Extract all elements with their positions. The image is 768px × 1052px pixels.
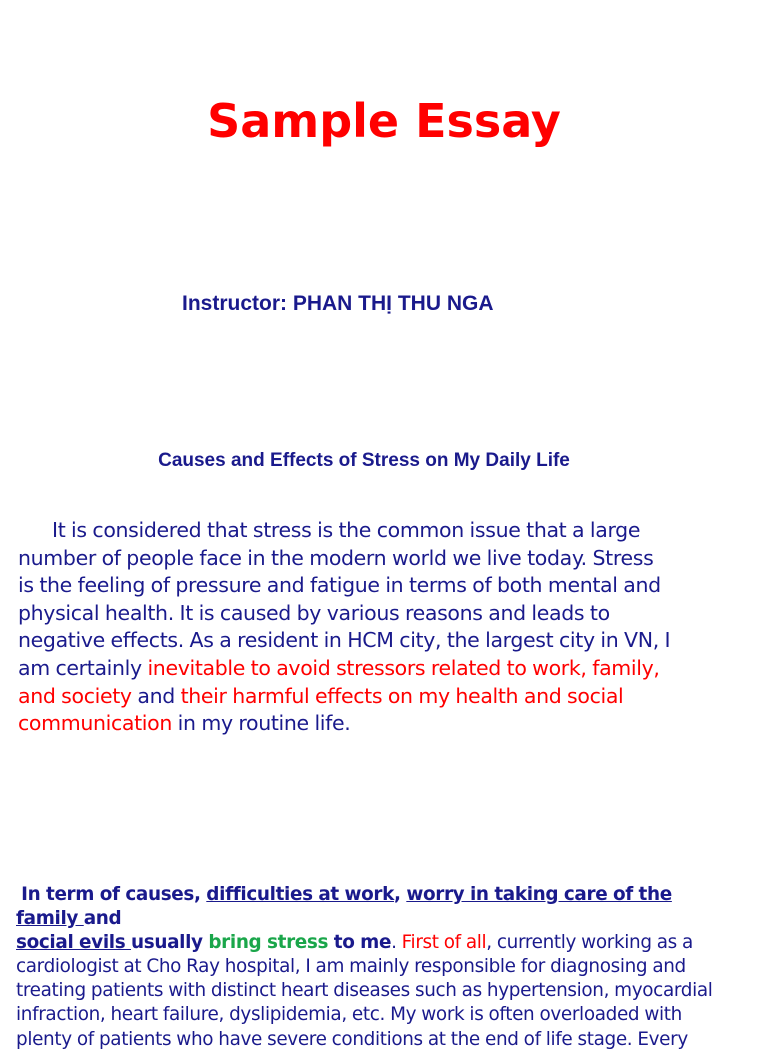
first-of-all-text: First of all <box>401 932 487 954</box>
cause-work: difficulties at work <box>206 884 395 905</box>
cause-family: worry in taking care of the family <box>16 884 672 930</box>
paragraph-line <box>18 655 718 683</box>
paragraph-line: cardiologist at Cho Ray hospital, I am mainly responsible for diagnosing and <box>16 956 686 978</box>
line-text: to me <box>328 932 392 954</box>
paragraph-line: plenty of patients who have severe conditions at the end of life stage. Every <box>16 1028 688 1050</box>
line-text: in my routine life. <box>172 711 351 736</box>
page-title: Sample Essay <box>207 94 561 148</box>
line-text: am certainly <box>18 655 148 680</box>
paragraph-line <box>18 683 718 711</box>
paragraph-line <box>18 517 718 545</box>
highlight-text: their harmful effects on my health and social <box>180 683 624 708</box>
instructor-name: Instructor: PHAN THỊ THU NGA <box>182 292 494 315</box>
highlight-text: and society <box>18 683 132 708</box>
paragraph-line: physical health. It is caused by various reasons and leads to <box>18 600 610 625</box>
highlight-text: communication <box>18 711 172 736</box>
line-text: usually <box>130 932 209 954</box>
highlight-text: inevitable to avoid stressors related to work, family, <box>147 655 660 680</box>
line-text: . <box>391 932 402 954</box>
essay-title: Causes and Effects of Stress on My Daily Life <box>158 450 570 471</box>
essay-paragraph-intro <box>18 517 718 738</box>
cause-social: social evils <box>16 932 131 954</box>
paragraph-line <box>16 883 728 931</box>
bring-stress-text: bring stress <box>208 932 329 954</box>
line-text: , currently working as a <box>486 932 693 954</box>
conjunction: and <box>83 908 122 930</box>
paragraph-line: infraction, heart failure, dyslipidemia, etc. My work is often overloaded with <box>16 1004 682 1026</box>
essay-paragraph-causes <box>16 883 728 1052</box>
paragraph-line: negative effects. As a resident in HCM city, the largest city in VN, I <box>18 628 671 653</box>
paragraph-line: number of people face in the modern world we live today. Stress <box>18 545 654 570</box>
paragraph-line <box>18 710 718 738</box>
separator: , <box>394 884 407 905</box>
paragraph-line: is the feeling of pressure and fatigue in terms of both mental and <box>18 573 661 598</box>
paragraph-line: treating patients with distinct heart diseases such as hypertension, myocardial <box>16 980 713 1002</box>
line-text: and <box>131 683 181 708</box>
paragraph-line <box>16 931 728 955</box>
causes-intro: In term of causes, <box>21 884 207 905</box>
line-text: It is considered that stress is the common issue that a large <box>52 518 641 542</box>
